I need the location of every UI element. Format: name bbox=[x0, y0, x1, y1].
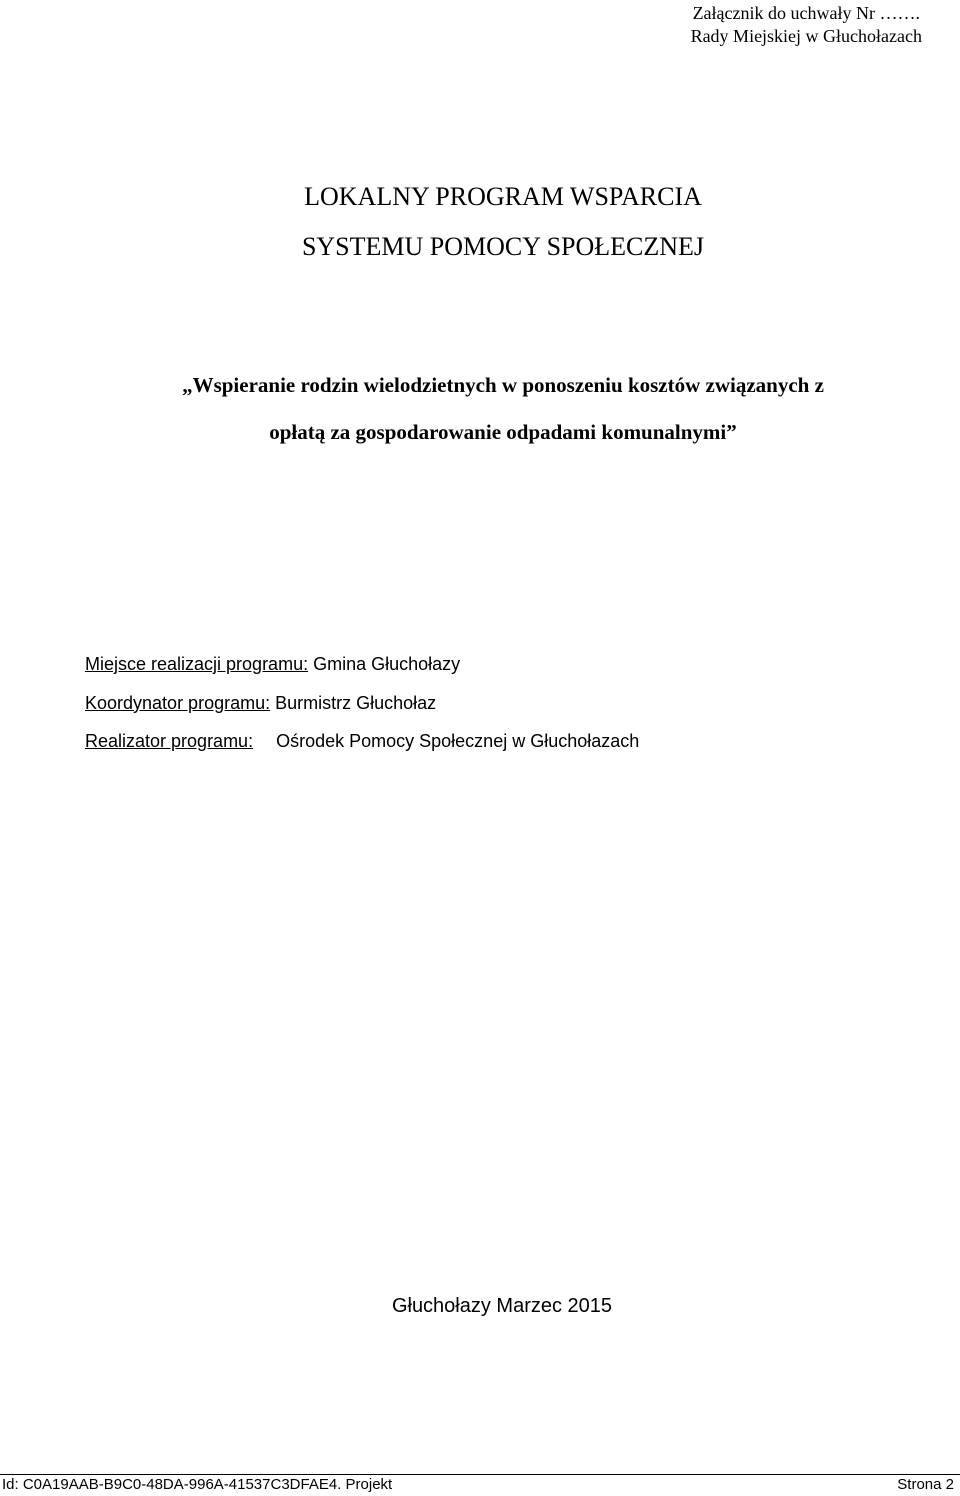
place-date: Głuchołazy Marzec 2015 bbox=[391, 1295, 613, 1317]
info-row-place bbox=[85, 645, 639, 684]
annex-line-2: Rady Miejskiej w Głuchołazach bbox=[690, 26, 922, 46]
document-id: Id: C0A19AAB-B9C0-48DA-996A-41537C3DFAE4. Projekt bbox=[2, 1476, 393, 1493]
program-title-line-2: SYSTEMU POMOCY SPOŁECZNEJ bbox=[301, 232, 705, 261]
program-subtitle bbox=[0, 362, 960, 456]
program-title-line-1: LOKALNY PROGRAM WSPARCIA bbox=[304, 182, 702, 211]
program-subtitle-line-1: „Wspieranie rodzin wielodzietnych w ponoszeniu kosztów związanych z bbox=[182, 373, 824, 397]
program-title bbox=[0, 172, 960, 272]
annex-header bbox=[691, 2, 922, 48]
info-row-coordinator bbox=[85, 684, 639, 723]
realizator-label: Realizator programu: bbox=[85, 731, 254, 751]
program-info bbox=[85, 645, 639, 761]
program-subtitle-line-2: opłatą za gospodarowanie odpadami komunalnymi” bbox=[269, 420, 737, 444]
page-number: Strona 2 bbox=[897, 1476, 954, 1493]
coordinator-label: Koordynator programu: bbox=[85, 692, 271, 713]
place-value: Gmina Głuchołazy bbox=[313, 654, 461, 674]
annex-line-1: Załącznik do uchwały Nr ……. bbox=[692, 3, 920, 23]
place-label: Miejsce realizacji programu: bbox=[85, 654, 309, 674]
info-row-realizator bbox=[85, 722, 639, 761]
realizator-value: Ośrodek Pomocy Społecznej w Głuchołazach bbox=[276, 731, 640, 751]
page-footer bbox=[0, 1474, 960, 1496]
coordinator-value: Burmistrz Głuchołaz bbox=[275, 692, 437, 713]
